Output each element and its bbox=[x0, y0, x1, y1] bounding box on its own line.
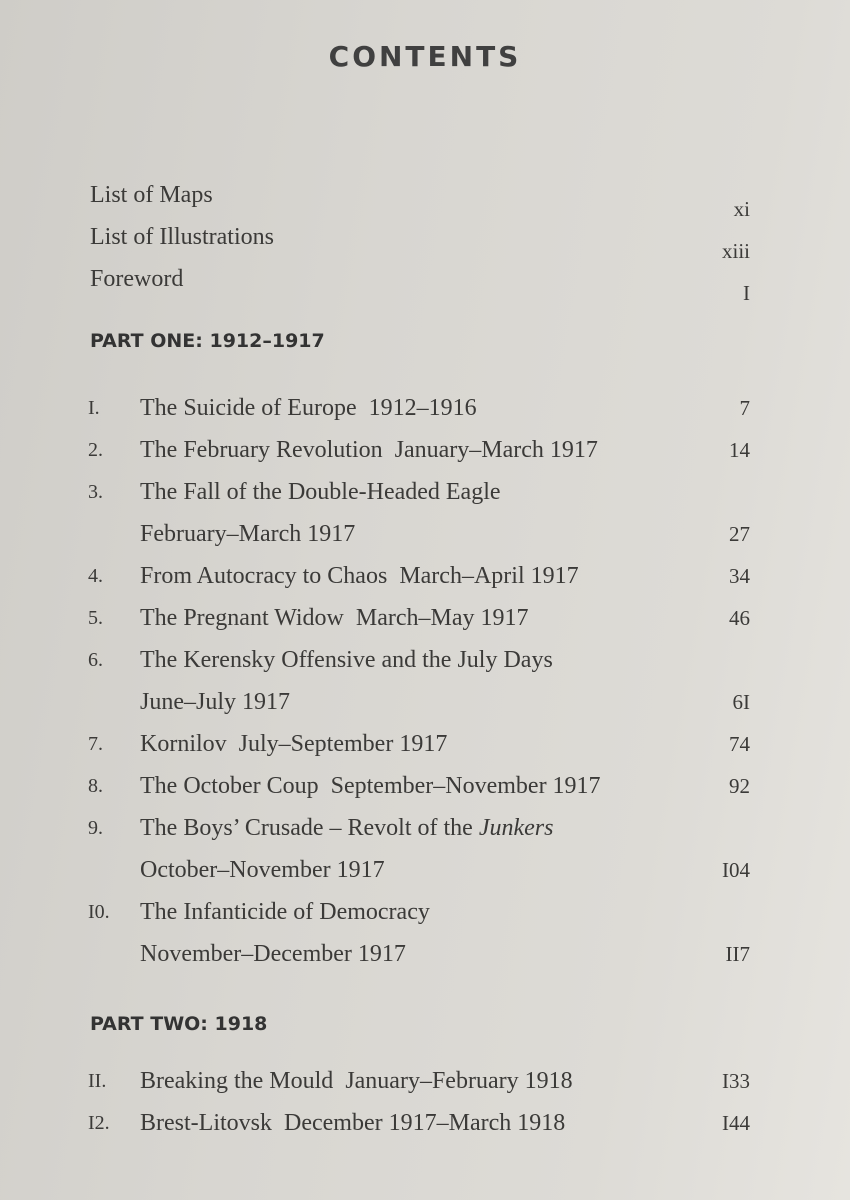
toc-entry-front-matter bbox=[0, 174, 850, 221]
toc-entry-chapter-continued bbox=[0, 849, 850, 891]
chapter-dates: December 1917–March 1918 bbox=[284, 1110, 566, 1136]
chapter-title-text: The Kerensky Offensive and the July Days bbox=[140, 647, 553, 673]
chapter-dates: March–April 1917 bbox=[399, 563, 579, 589]
toc-entry-chapter bbox=[0, 891, 850, 933]
chapter-number: I. bbox=[88, 397, 100, 419]
chapter-number: 8. bbox=[88, 775, 103, 797]
chapter-title-text: The Boys’ Crusade – Revolt of the bbox=[140, 815, 479, 841]
chapter-dates: January–February 1918 bbox=[345, 1068, 573, 1094]
chapter-dates: October–November 1917 bbox=[140, 857, 385, 883]
chapter-dates: February–March 1917 bbox=[140, 521, 356, 547]
toc-entry-chapter bbox=[0, 765, 850, 807]
chapter-number: 9. bbox=[88, 817, 103, 839]
chapter-dates: 1912–1916 bbox=[368, 395, 477, 421]
page-title: CONTENTS bbox=[328, 40, 522, 73]
chapter-title bbox=[140, 1102, 565, 1144]
chapter-title bbox=[140, 807, 553, 849]
entry-title: Foreword bbox=[90, 266, 184, 292]
chapter-title bbox=[140, 1060, 573, 1102]
toc-entry-front-matter bbox=[0, 258, 850, 305]
chapter-dates: July–September 1917 bbox=[238, 731, 448, 757]
toc-entry-chapter bbox=[0, 1102, 850, 1144]
page-number: 27 bbox=[729, 522, 750, 546]
toc-entry-chapter bbox=[0, 807, 850, 849]
toc-entry-chapter bbox=[0, 639, 850, 681]
page-number: II7 bbox=[725, 942, 750, 966]
part-heading: PART TWO: 1918 bbox=[90, 1013, 268, 1035]
chapter-dates: June–July 1917 bbox=[140, 689, 290, 715]
chapter-number: I2. bbox=[88, 1112, 110, 1134]
chapter-number: 3. bbox=[88, 481, 103, 503]
entry-title: List of Maps bbox=[90, 182, 213, 208]
chapter-title bbox=[140, 555, 579, 597]
chapter-number: 7. bbox=[88, 733, 103, 755]
chapter-title-text: Brest-Litovsk bbox=[140, 1110, 272, 1136]
chapter-number: I0. bbox=[88, 901, 110, 923]
chapter-title-text: The February Revolution bbox=[140, 437, 383, 463]
page-number: 34 bbox=[729, 564, 750, 588]
chapter-title-italic: Junkers bbox=[478, 815, 554, 841]
page-number: 92 bbox=[729, 774, 750, 798]
toc-entry-chapter-continued bbox=[0, 933, 850, 975]
page-number: 7 bbox=[739, 396, 750, 420]
page-number: 6I bbox=[732, 690, 750, 714]
page-number: 46 bbox=[729, 606, 750, 630]
chapter-title bbox=[140, 429, 598, 471]
page-number: I44 bbox=[722, 1111, 750, 1135]
chapter-number: 2. bbox=[88, 439, 103, 461]
toc-entry-chapter bbox=[0, 597, 850, 639]
page-number: xiii bbox=[721, 239, 750, 263]
chapter-dates: January–March 1917 bbox=[394, 437, 598, 463]
page-number: I04 bbox=[722, 858, 750, 882]
toc-entry-chapter-continued bbox=[0, 513, 850, 555]
toc-entry-chapter bbox=[0, 429, 850, 471]
toc-entry-chapter bbox=[0, 1060, 850, 1102]
toc-entry-chapter bbox=[0, 723, 850, 765]
chapter-title bbox=[140, 639, 553, 681]
toc-entry-chapter bbox=[0, 387, 850, 429]
part-heading: PART ONE: 1912–1917 bbox=[90, 330, 325, 352]
chapter-title-text: The Fall of the Double-Headed Eagle bbox=[140, 479, 501, 505]
chapter-title-text: The Pregnant Widow bbox=[140, 605, 344, 631]
chapter-title bbox=[140, 765, 601, 807]
chapter-title bbox=[140, 597, 529, 639]
chapter-title bbox=[140, 891, 430, 933]
chapter-dates: September–November 1917 bbox=[330, 773, 601, 799]
chapter-number: II. bbox=[88, 1070, 107, 1092]
chapter-title-text: The Suicide of Europe bbox=[140, 395, 357, 421]
page-number: xi bbox=[733, 197, 750, 221]
page-number: I bbox=[743, 281, 750, 305]
chapter-title-text: Breaking the Mould bbox=[140, 1068, 334, 1094]
toc-entry-chapter bbox=[0, 471, 850, 513]
chapter-dates: November–December 1917 bbox=[140, 941, 406, 967]
toc-entry-chapter-continued bbox=[0, 681, 850, 723]
chapter-title bbox=[140, 387, 477, 429]
chapter-dates: March–May 1917 bbox=[355, 605, 529, 631]
chapter-number: 4. bbox=[88, 565, 103, 587]
chapter-title-text: The October Coup bbox=[140, 773, 319, 799]
chapter-number: 5. bbox=[88, 607, 103, 629]
page-number: I33 bbox=[722, 1069, 750, 1093]
chapter-title-text: The Infanticide of Democracy bbox=[140, 899, 430, 925]
chapter-title bbox=[140, 723, 447, 765]
toc-entry-chapter bbox=[0, 555, 850, 597]
chapter-number: 6. bbox=[88, 649, 103, 671]
chapter-title-text: Kornilov bbox=[140, 731, 227, 757]
chapter-title bbox=[140, 471, 501, 513]
chapter-title-text: From Autocracy to Chaos bbox=[140, 563, 388, 589]
page-number: 14 bbox=[729, 438, 750, 462]
entry-title: List of Illustrations bbox=[90, 224, 274, 250]
page-number: 74 bbox=[729, 732, 750, 756]
toc-entry-front-matter bbox=[0, 216, 850, 263]
